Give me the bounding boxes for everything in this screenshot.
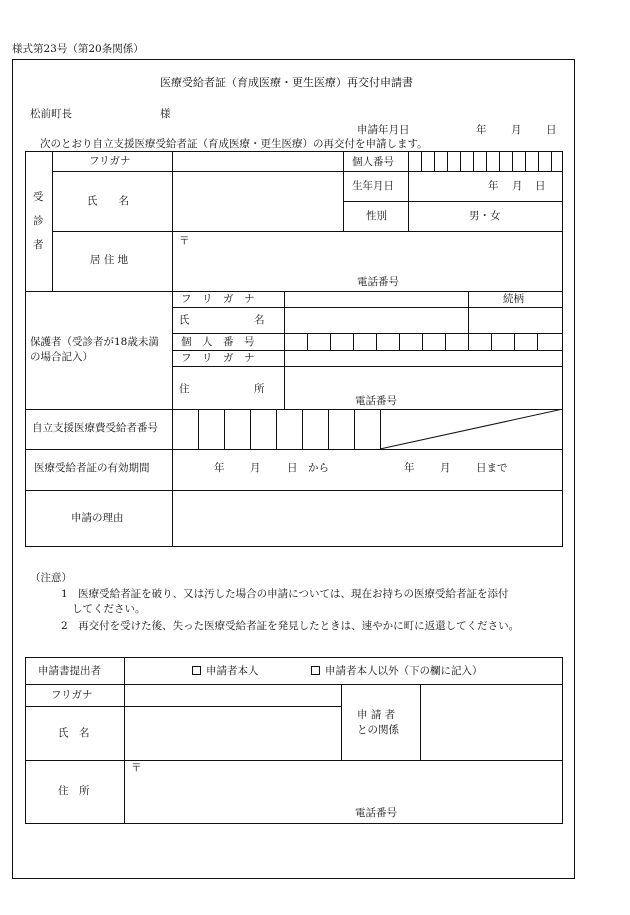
submitter-furigana-label: フリガナ [51,689,93,701]
guardian-name-label-1: 氏 [179,314,190,326]
checkbox-other[interactable] [311,666,320,675]
honorific: 様 [160,108,171,120]
guardian-relation-label: 続柄 [503,293,524,305]
patient-sex-value: 男・女 [469,210,501,222]
guardian-name-label-2: 名 [254,314,265,326]
submitter-relation-label-line2: との関係 [357,724,399,736]
patient-sex-label: 性別 [366,210,387,222]
note-1-line1: 1 医療受給者証を破り、又は汚した場合の申請については、現在お持ちの医療受給者証を添付 [61,588,509,600]
recipient-number-label: 自立支援医療費受給者番号 [32,422,158,434]
patient-birthdate-label: 生年月日 [352,180,394,192]
patient-birth-month: 月 [512,180,523,192]
patient-section-label-2: 診 [33,215,44,227]
validity-label: 医療受給者証の有効期間 [34,462,150,474]
checkbox-self[interactable] [192,666,201,675]
guardian-phone-label: 電話番号 [355,395,397,407]
form-title: 医療受給者証（育成医療・更生医療）再交付申請書 [160,76,413,89]
reason-label: 申請の理由 [71,512,124,524]
validity-day-until: 日まで [476,462,508,474]
patient-birth-year: 年 [488,180,499,192]
validity-year2: 年 [404,462,415,474]
guardian-section-label-line1: 保護者（受診者が18歳未満 [30,336,159,348]
validity-month2: 月 [440,462,451,474]
intro-text: 次のとおり自立支援医療受給者証（育成医療・更生医療）の再交付を申請します。 [40,138,428,150]
patient-postal-mark: 〒 [179,235,190,247]
submitter-option-other [311,666,483,677]
submitter-table [25,657,563,824]
validity-year1: 年 [214,462,225,474]
diagonal-slash [380,409,563,449]
submitter-postal-mark: 〒 [131,762,142,774]
application-date-label: 申請年月日 [357,124,410,136]
submitter-phone-label: 電話番号 [355,807,397,819]
option-self-label: 申請者本人 [206,665,259,677]
patient-phone-label: 電話番号 [357,276,399,288]
validity-day-from: 日 から [287,462,329,474]
submitter-option-self [192,666,259,677]
patient-section-label-1: 受 [33,191,44,203]
note-1-line2: してください。 [72,603,146,615]
submitter-label: 申請書提出者 [38,665,101,677]
patient-furigana-label: フリガナ [89,155,131,167]
application-date-day: 日 [546,124,557,136]
guardian-furigana2-label: フ リ ガ ナ [181,352,255,364]
submitter-address-label: 住 所 [58,785,90,797]
patient-section-label-3: 者 [33,239,44,251]
validity-month1: 月 [250,462,261,474]
application-date-year: 年 [476,124,487,136]
patient-birth-day: 日 [535,180,546,192]
note-2: 2 再交付を受けた後、失った医療受給者証を発見したときは、速やかに町に返還してください。 [61,620,520,632]
guardian-furigana-label: フ リ ガ ナ [181,293,255,305]
option-other-label: 申請者本人以外（下の欄に記入） [325,665,483,677]
form-number: 様式第23号（第20条関係） [12,43,144,55]
patient-address-label: 居 住 地 [90,254,129,266]
application-date-month: 月 [511,124,522,136]
patient-personal-number-label: 個人番号 [352,156,394,168]
submitter-name-label: 氏 名 [58,727,90,739]
guardian-address-label-1: 住 [179,383,190,395]
guardian-address-label-2: 所 [254,383,265,395]
guardian-personal-number-label: 個 人 番 号 [181,336,255,348]
addressee: 松前町長 [30,108,72,120]
notes-heading: （注意） [30,572,72,584]
submitter-relation-label-line1: 申 請 者 [357,709,396,721]
guardian-section-label-line2: の場合記入） [30,351,93,363]
patient-name-label: 氏 名 [87,195,129,207]
